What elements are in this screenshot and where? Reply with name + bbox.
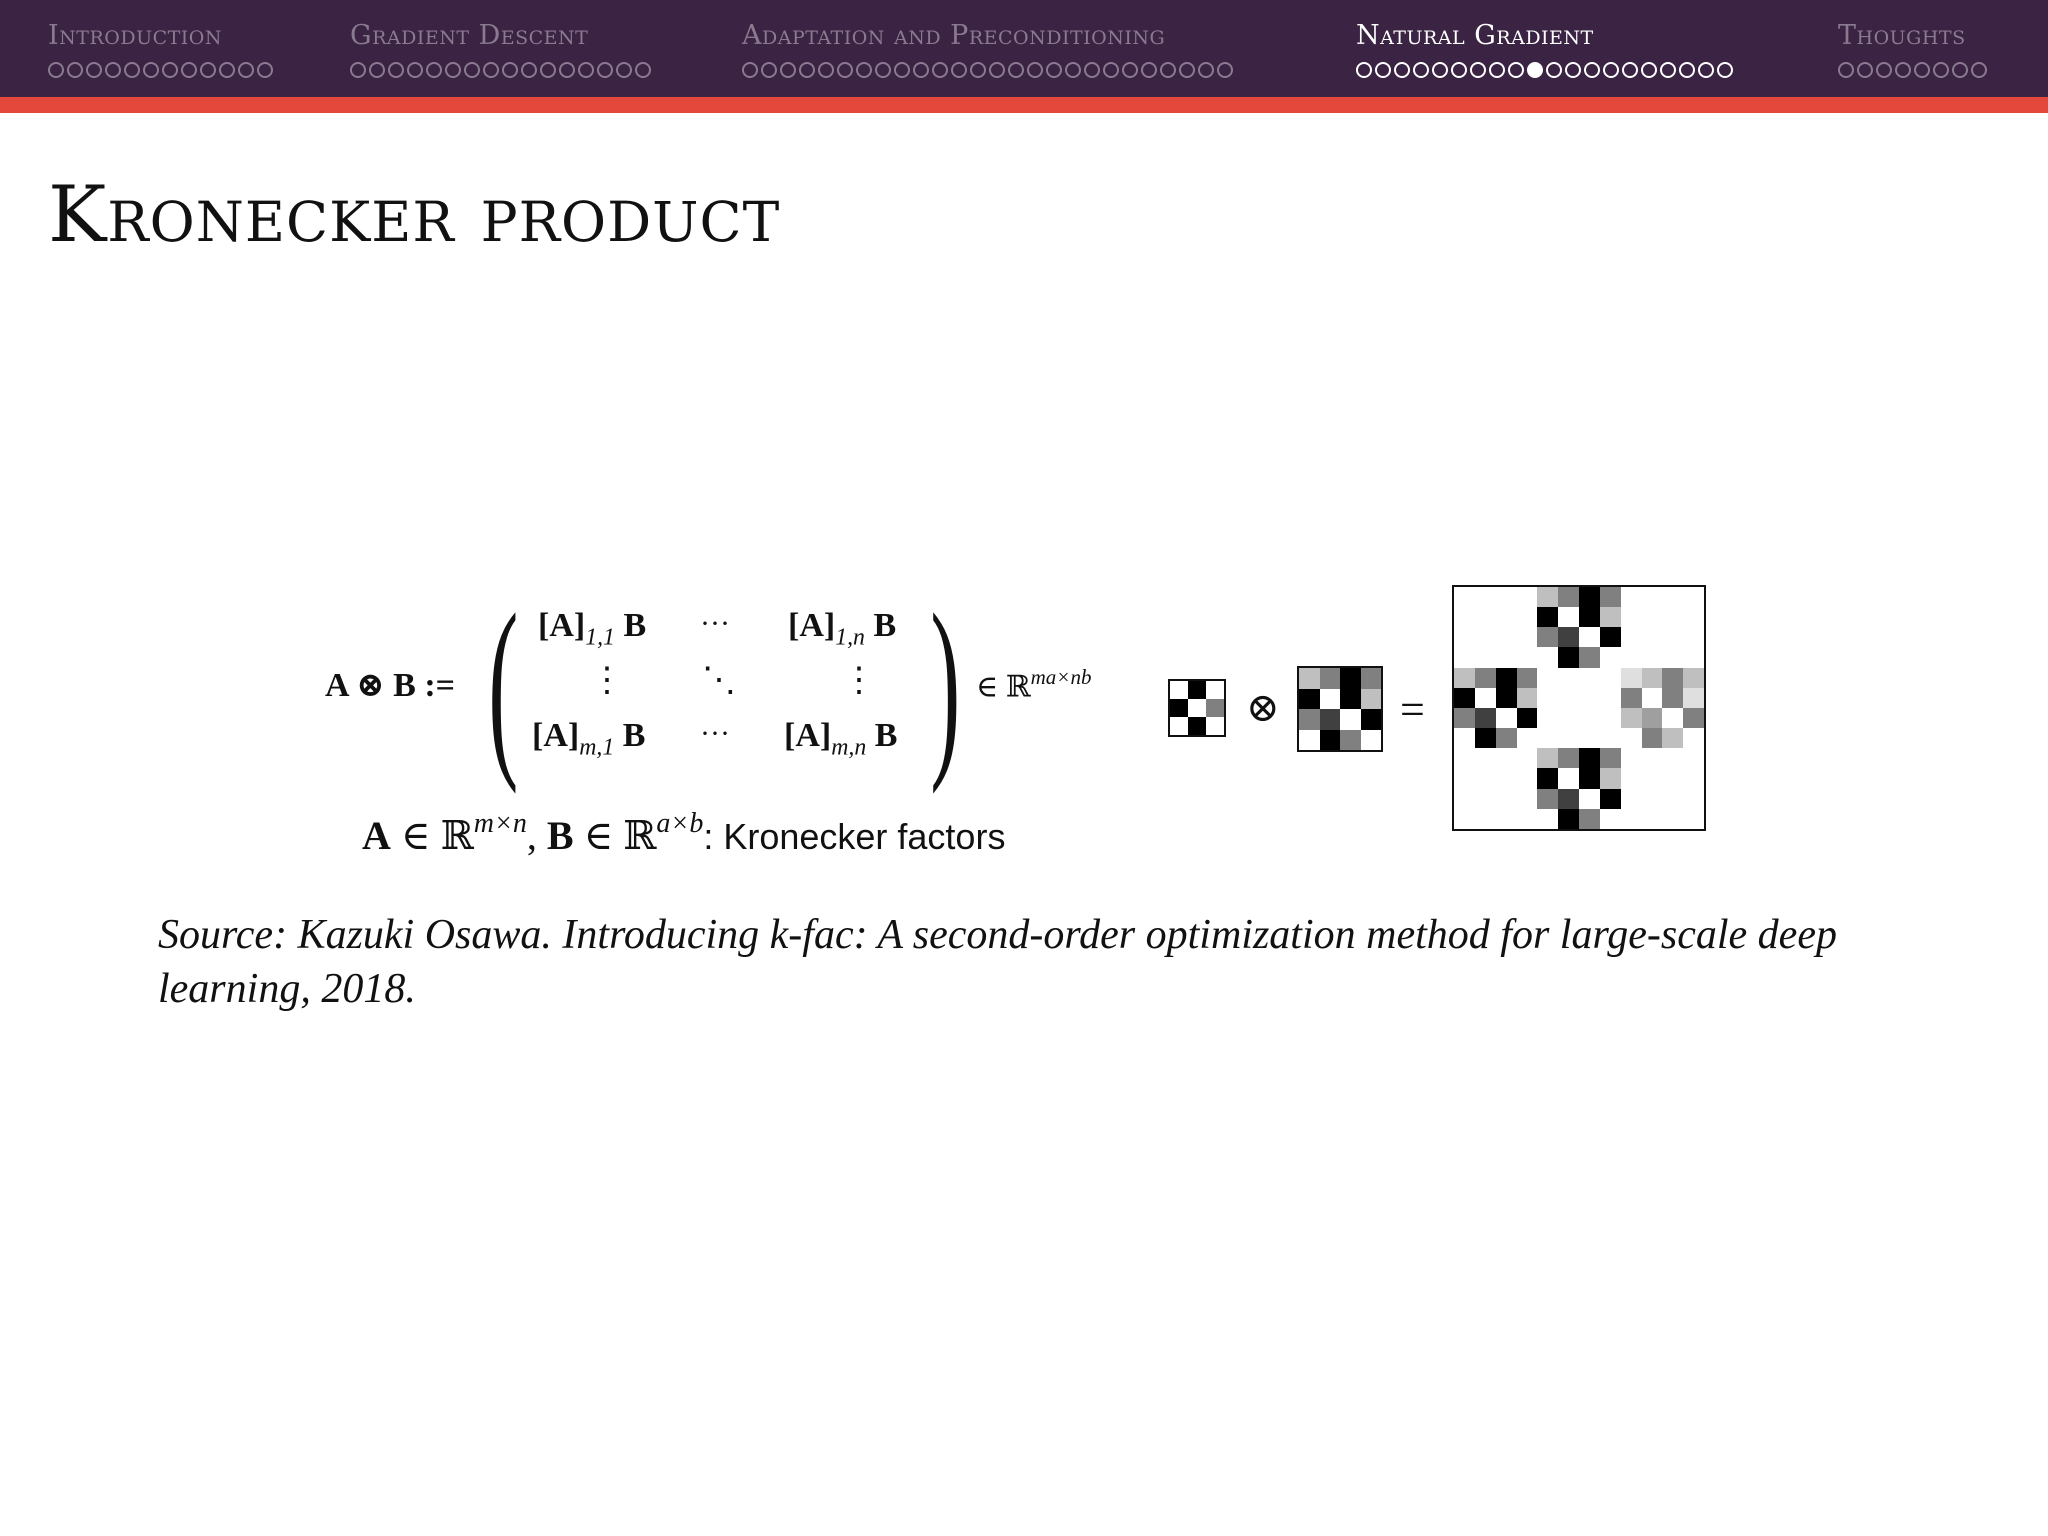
- matrix-cell: [1537, 789, 1558, 809]
- matrix-cell: [1600, 789, 1621, 809]
- matrix-cell: [1454, 809, 1475, 829]
- matrix-cell: [1600, 768, 1621, 788]
- matrix-cell: [1621, 607, 1642, 627]
- matrix-cell: [1642, 708, 1663, 728]
- matrix-cell: [1517, 728, 1538, 748]
- matrix-cell: [1496, 688, 1517, 708]
- matrix-cell: [1517, 789, 1538, 809]
- matrix-cell: [1361, 668, 1382, 689]
- vdots-right: ⋮: [842, 662, 876, 699]
- matrix-cell: [1558, 789, 1579, 809]
- matrix-cell: [1361, 689, 1382, 710]
- matrix-cell: [1170, 681, 1188, 699]
- matrix-cell: [1517, 587, 1538, 607]
- matrix-cell: [1621, 789, 1642, 809]
- matrix-cell: [1558, 668, 1579, 688]
- equals-symbol: =: [1400, 685, 1425, 734]
- matrix-cell: [1621, 688, 1642, 708]
- matrix-cell: [1475, 768, 1496, 788]
- matrix-cell: [1496, 627, 1517, 647]
- matrix-cell: [1454, 748, 1475, 768]
- matrix-cell: [1642, 768, 1663, 788]
- matrix-cell: [1517, 647, 1538, 667]
- matrix-cell: [1517, 668, 1538, 688]
- matrix-cell: [1662, 587, 1683, 607]
- matrix-cell: [1454, 607, 1475, 627]
- matrix-cell: [1683, 748, 1704, 768]
- matrix-cell: [1206, 681, 1224, 699]
- matrix-cell: [1496, 728, 1517, 748]
- matrix-cell: [1558, 728, 1579, 748]
- matrix-cell: [1517, 688, 1538, 708]
- matrix-cell: [1454, 789, 1475, 809]
- matrix-cell: [1340, 668, 1361, 689]
- matrix-cell: [1579, 789, 1600, 809]
- matrix-cell: [1579, 748, 1600, 768]
- matrix-cell: [1621, 627, 1642, 647]
- matrix-cell: [1496, 748, 1517, 768]
- matrix-cell: [1683, 647, 1704, 667]
- matrix-cell: [1558, 768, 1579, 788]
- entry-m-n: $[A]_{m,n}$ B: [784, 717, 898, 761]
- entry-1-n: $[A]_{1,n}$ B: [788, 607, 897, 651]
- matrix-cell: [1496, 607, 1517, 627]
- matrix-cell: [1642, 728, 1663, 748]
- matrix-cell: [1320, 709, 1341, 730]
- matrix-cell: [1537, 728, 1558, 748]
- nav-section-label[interactable]: Introduction: [48, 20, 223, 51]
- left-paren: (: [488, 574, 519, 795]
- matrix-cell: [1475, 668, 1496, 688]
- matrix-cell: [1340, 709, 1361, 730]
- matrix-cell: [1579, 668, 1600, 688]
- matrix-cell: [1170, 717, 1188, 735]
- matrix-cell: [1558, 809, 1579, 829]
- matrix-cell: [1170, 699, 1188, 717]
- matrix-cell: [1662, 768, 1683, 788]
- matrix-cell: [1579, 647, 1600, 667]
- matrix-cell: [1662, 668, 1683, 688]
- matrix-cell: [1558, 688, 1579, 708]
- matrix-cell: [1621, 748, 1642, 768]
- matrix-cell: [1683, 587, 1704, 607]
- nav-section-label[interactable]: Thoughts: [1838, 20, 1966, 51]
- nav-section-label[interactable]: Gradient Descent: [350, 20, 589, 51]
- matrix-cell: [1662, 627, 1683, 647]
- matrix-cell: [1683, 607, 1704, 627]
- matrix-cell: [1475, 688, 1496, 708]
- matrix-cell: [1537, 627, 1558, 647]
- matrix-cell: [1579, 627, 1600, 647]
- matrix-cell: [1621, 647, 1642, 667]
- matrix-cell: [1320, 730, 1341, 751]
- nav-section-label[interactable]: Natural Gradient: [1356, 20, 1594, 51]
- matrix-cell: [1188, 681, 1206, 699]
- matrix-cell: [1537, 809, 1558, 829]
- matrix-cell: [1188, 717, 1206, 735]
- matrix-cell: [1579, 809, 1600, 829]
- matrix-cell: [1475, 809, 1496, 829]
- matrix-cell: [1496, 647, 1517, 667]
- matrix-cell: [1642, 647, 1663, 667]
- matrix-cell: [1662, 809, 1683, 829]
- matrix-cell: [1579, 607, 1600, 627]
- matrix-cell: [1475, 607, 1496, 627]
- matrix-cell: [1621, 768, 1642, 788]
- matrix-cell: [1517, 708, 1538, 728]
- matrix-cell: [1537, 748, 1558, 768]
- hdots-bottom: ···: [700, 717, 730, 750]
- matrix-cell: [1600, 607, 1621, 627]
- matrix-cell: [1299, 709, 1320, 730]
- right-paren: ): [930, 574, 961, 795]
- source-citation: Source: Kazuki Osawa. Introducing k-fac: A second-order optimization method for large-scale deep learning, 2018.: [158, 912, 1837, 1012]
- matrix-cell: [1537, 708, 1558, 728]
- matrix-cell: [1188, 699, 1206, 717]
- matrix-cell: [1299, 689, 1320, 710]
- matrix-cell: [1454, 768, 1475, 788]
- matrix-cell: [1454, 688, 1475, 708]
- matrix-cell: [1558, 607, 1579, 627]
- matrix-cell: [1600, 809, 1621, 829]
- matrix-cell: [1600, 627, 1621, 647]
- matrix-cell: [1600, 668, 1621, 688]
- entry-m-1: $[A]_{m,1}$ B: [532, 717, 646, 761]
- matrix-cell: [1642, 688, 1663, 708]
- matrix-cell: [1299, 730, 1320, 751]
- matrix-cell: [1662, 647, 1683, 667]
- matrix-cell: [1662, 789, 1683, 809]
- matrix-cell: [1517, 768, 1538, 788]
- matrix-cell: [1600, 708, 1621, 728]
- matrix-cell: [1475, 789, 1496, 809]
- matrix-cell: [1600, 748, 1621, 768]
- matrix-cell: [1496, 768, 1517, 788]
- matrix-cell: [1558, 708, 1579, 728]
- matrix-cell: [1454, 627, 1475, 647]
- matrix-cell: [1517, 809, 1538, 829]
- factors-line: A ∈ ℝ$^{m\times n}$, B ∈ ℝ$^{a\times b}$: Kronecker factors: [362, 808, 1006, 858]
- matrix-cell: [1475, 627, 1496, 647]
- matrix-a-image: [1168, 679, 1226, 737]
- matrix-cell: [1496, 587, 1517, 607]
- matrix-cell: [1683, 627, 1704, 647]
- matrix-cell: [1683, 708, 1704, 728]
- matrix-cell: [1642, 587, 1663, 607]
- matrix-cell: [1558, 647, 1579, 667]
- matrix-cell: [1517, 627, 1538, 647]
- matrix-cell: [1517, 748, 1538, 768]
- matrix-cell: [1558, 587, 1579, 607]
- matrix-cell: [1683, 728, 1704, 748]
- matrix-cell: [1206, 717, 1224, 735]
- matrix-cell: [1600, 688, 1621, 708]
- matrix-cell: [1537, 768, 1558, 788]
- matrix-cell: [1683, 768, 1704, 788]
- kronecker-result-image: [1452, 585, 1706, 831]
- matrix-cell: [1537, 668, 1558, 688]
- matrix-cell: [1206, 699, 1224, 717]
- matrix-cell: [1600, 587, 1621, 607]
- matrix-cell: [1320, 689, 1341, 710]
- matrix-cell: [1454, 668, 1475, 688]
- vdots-left: ⋮: [590, 662, 624, 699]
- matrix-cell: [1621, 809, 1642, 829]
- matrix-cell: [1454, 728, 1475, 748]
- matrix-cell: [1340, 689, 1361, 710]
- matrix-cell: [1537, 607, 1558, 627]
- matrix-cell: [1340, 730, 1361, 751]
- formula-lhs: A ⊗ B :=: [325, 667, 456, 704]
- nav-section-label[interactable]: Adaptation and Preconditioning: [742, 20, 1166, 51]
- matrix-cell: [1496, 809, 1517, 829]
- matrix-cell: [1454, 647, 1475, 667]
- matrix-cell: [1579, 728, 1600, 748]
- matrix-cell: [1558, 748, 1579, 768]
- matrix-cell: [1642, 627, 1663, 647]
- matrix-cell: [1361, 730, 1382, 751]
- matrix-cell: [1642, 809, 1663, 829]
- matrix-cell: [1299, 668, 1320, 689]
- matrix-cell: [1475, 708, 1496, 728]
- slide-title: Kronecker product: [48, 170, 781, 260]
- matrix-cell: [1642, 748, 1663, 768]
- matrix-cell: [1537, 587, 1558, 607]
- matrix-cell: [1662, 748, 1683, 768]
- matrix-cell: [1579, 768, 1600, 788]
- matrix-cell: [1496, 668, 1517, 688]
- matrix-cell: [1496, 708, 1517, 728]
- matrix-cell: [1600, 647, 1621, 667]
- matrix-cell: [1579, 587, 1600, 607]
- matrix-cell: [1475, 647, 1496, 667]
- result-space: ∈ ℝ$^{ma\times nb}$: [976, 665, 1092, 704]
- hdots-top: ···: [700, 607, 730, 640]
- matrix-cell: [1600, 728, 1621, 748]
- otimes-symbol: ⊗: [1246, 685, 1280, 730]
- matrix-cell: [1662, 708, 1683, 728]
- matrix-cell: [1662, 728, 1683, 748]
- matrix-cell: [1579, 708, 1600, 728]
- matrix-cell: [1621, 587, 1642, 607]
- matrix-cell: [1683, 668, 1704, 688]
- matrix-cell: [1642, 607, 1663, 627]
- matrix-cell: [1621, 728, 1642, 748]
- matrix-cell: [1537, 647, 1558, 667]
- matrix-cell: [1683, 809, 1704, 829]
- matrix-cell: [1662, 607, 1683, 627]
- ddots: ⋱: [702, 662, 736, 699]
- matrix-cell: [1496, 789, 1517, 809]
- matrix-cell: [1475, 748, 1496, 768]
- matrix-cell: [1454, 708, 1475, 728]
- matrix-cell: [1558, 627, 1579, 647]
- matrix-cell: [1642, 668, 1663, 688]
- entry-1-1: $[A]_{1,1}$ B: [538, 607, 647, 651]
- matrix-cell: [1662, 688, 1683, 708]
- matrix-cell: [1642, 789, 1663, 809]
- matrix-cell: [1454, 587, 1475, 607]
- matrix-cell: [1537, 688, 1558, 708]
- matrix-cell: [1579, 688, 1600, 708]
- matrix-b-image: [1297, 666, 1383, 752]
- matrix-cell: [1683, 789, 1704, 809]
- matrix-cell: [1683, 688, 1704, 708]
- matrix-cell: [1621, 708, 1642, 728]
- matrix-cell: [1320, 668, 1341, 689]
- matrix-cell: [1475, 728, 1496, 748]
- matrix-cell: [1361, 709, 1382, 730]
- matrix-cell: [1475, 587, 1496, 607]
- matrix-cell: [1621, 668, 1642, 688]
- matrix-cell: [1517, 607, 1538, 627]
